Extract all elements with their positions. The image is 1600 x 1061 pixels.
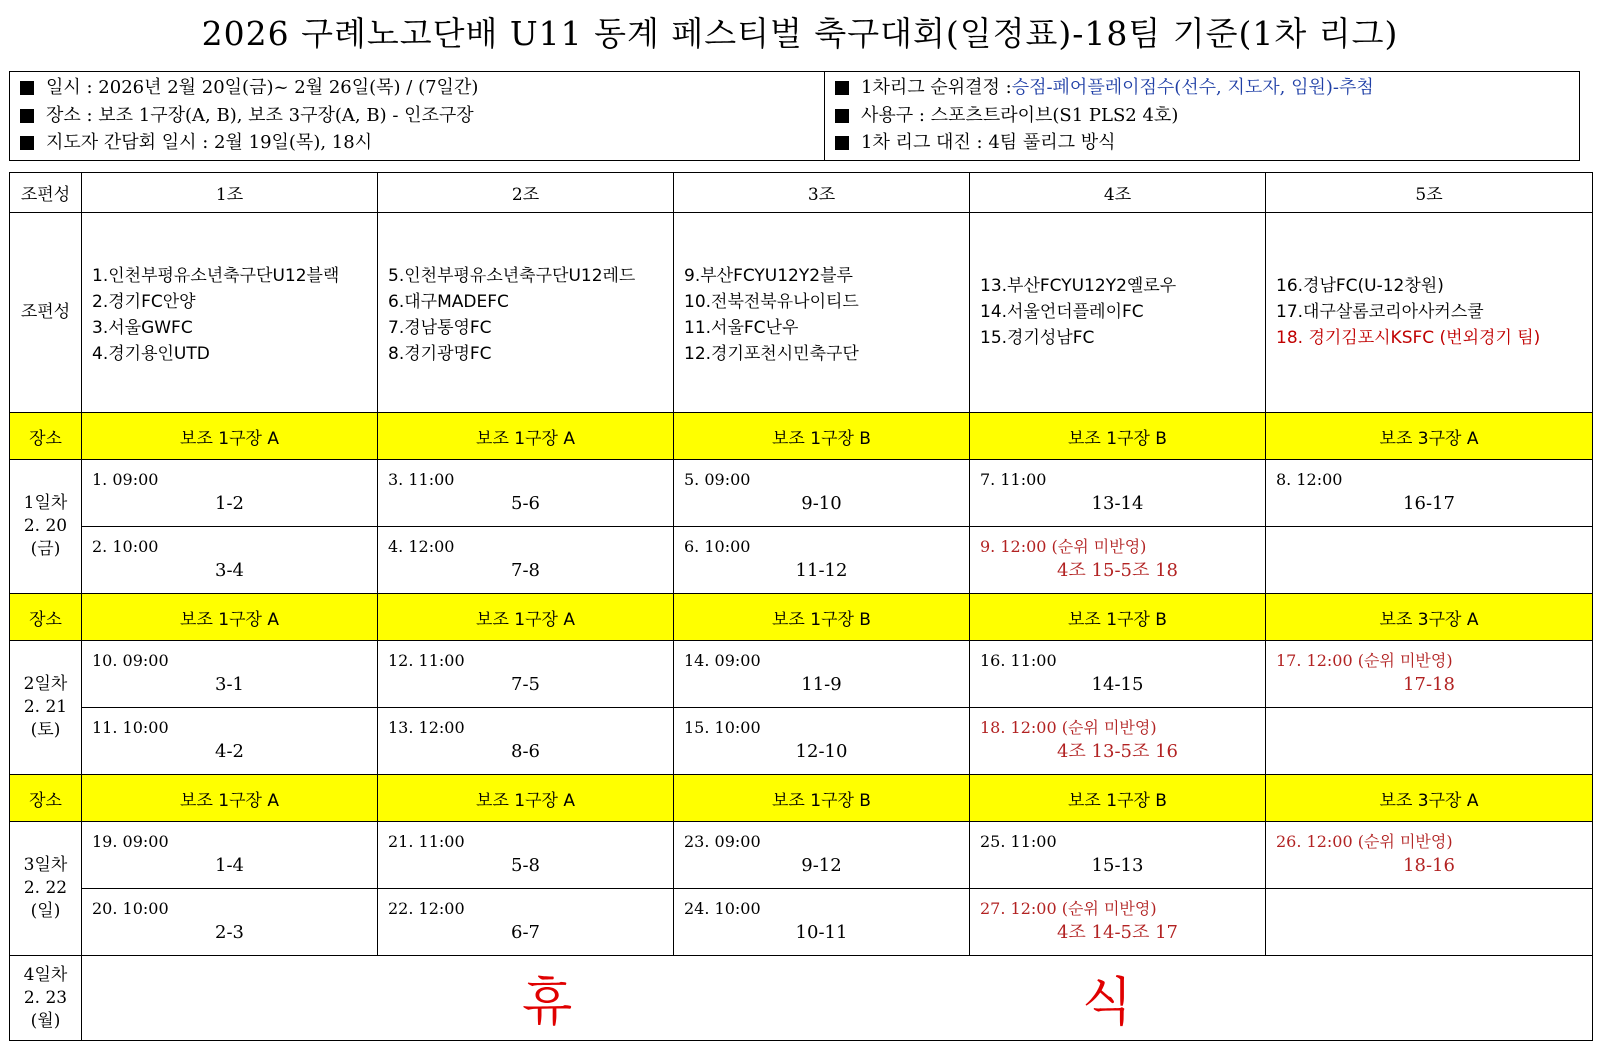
venue-cell: 보조 3구장 A (1266, 594, 1593, 641)
match-pairing: 9-12 (801, 855, 842, 876)
match-pairing: 7-8 (511, 560, 540, 581)
group-4-teams (970, 213, 1266, 413)
match-time: 16. 11:00 (980, 651, 1057, 670)
info-format: 1차 리그 대진 : 4팀 풀리그 방식 (835, 130, 1579, 156)
group-header-row (10, 173, 1593, 213)
day-label (10, 641, 82, 775)
bullet-square-icon (835, 81, 849, 95)
team-item: 6.대구MADEFC (388, 292, 509, 312)
match-pairing: 5-8 (511, 855, 540, 876)
match-pairing: 3-4 (215, 560, 244, 581)
match-time: 2. 10:00 (92, 537, 159, 556)
venue-cell: 보조 1구장 B (970, 413, 1266, 460)
match-cell (82, 822, 378, 889)
match-time: 22. 12:00 (388, 899, 465, 918)
match-cell (82, 527, 378, 594)
venue-cell: 보조 1구장 A (378, 594, 674, 641)
match-row (10, 889, 1593, 956)
match-pairing: 6-7 (511, 922, 540, 943)
match-pairing: 18-16 (1403, 855, 1455, 876)
header-label: 조편성 (10, 173, 82, 213)
match-time: 3. 11:00 (388, 470, 455, 489)
bullet-square-icon (20, 81, 34, 95)
team-lineup-row (10, 213, 1593, 413)
schedule-table (9, 172, 1593, 1041)
match-time: 25. 11:00 (980, 832, 1057, 851)
match-cell (1266, 708, 1593, 775)
match-pairing: 2-3 (215, 922, 244, 943)
match-cell (970, 889, 1266, 956)
venue-cell: 보조 1구장 B (674, 413, 970, 460)
bullet-square-icon (20, 136, 34, 150)
match-time: 10. 09:00 (92, 651, 169, 670)
match-cell (1266, 641, 1593, 708)
team-item: 10.전북전북유나이티드 (684, 292, 859, 312)
group-5-teams (1266, 213, 1593, 413)
venue-cell: 보조 1구장 A (82, 775, 378, 822)
rest-day-row (10, 956, 1593, 1041)
match-row (10, 527, 1593, 594)
day-label-line: 4일차 (23, 964, 68, 985)
group-1-teams (82, 213, 378, 413)
venue-row (10, 594, 1593, 641)
match-cell (970, 460, 1266, 527)
match-cell (82, 460, 378, 527)
match-time: 7. 11:00 (980, 470, 1047, 489)
team-item: 15.경기성남FC (980, 328, 1095, 348)
group-header-1: 1조 (82, 173, 378, 213)
match-pairing: 7-5 (511, 674, 540, 695)
match-cell (1266, 889, 1593, 956)
team-item: 8.경기광명FC (388, 344, 492, 364)
info-date: 일시 : 2026년 2월 20일(금)~ 2월 26일(목) / (7일간) (20, 75, 824, 101)
venue-cell: 보조 1구장 B (674, 775, 970, 822)
match-pairing: 1-2 (215, 493, 244, 514)
match-cell (674, 641, 970, 708)
match-time: 8. 12:00 (1276, 470, 1343, 489)
team-item: 4.경기용인UTD (92, 344, 210, 364)
venue-cell: 보조 1구장 A (82, 413, 378, 460)
day-label-line: 2. 20 (23, 516, 68, 536)
venue-cell: 보조 1구장 A (82, 594, 378, 641)
match-pairing: 13-14 (1091, 493, 1144, 514)
day-label (10, 956, 82, 1041)
day-label-line: 2. 23 (23, 987, 68, 1008)
match-time: 11. 10:00 (92, 718, 169, 737)
info-ball: 사용구 : 스포츠트라이브(S1 PLS2 4호) (835, 103, 1579, 129)
match-pairing: 10-11 (795, 922, 848, 943)
venue-cell: 보조 3구장 A (1266, 775, 1593, 822)
day-label-line: 2. 21 (23, 697, 68, 717)
venue-label: 장소 (10, 413, 82, 460)
venue-cell: 보조 3구장 A (1266, 413, 1593, 460)
match-pairing: 17-18 (1403, 674, 1455, 695)
info-venue: 장소 : 보조 1구장(A, B), 보조 3구장(A, B) - 인조구장 (20, 103, 824, 129)
match-row (10, 822, 1593, 889)
match-pairing: 16-17 (1403, 493, 1455, 514)
match-cell (674, 889, 970, 956)
match-row (10, 641, 1593, 708)
match-pairing: 12-10 (795, 741, 848, 762)
match-row (10, 708, 1593, 775)
venue-cell: 보조 1구장 B (970, 775, 1266, 822)
day-label-line: (일) (30, 901, 61, 921)
match-time: 14. 09:00 (684, 651, 761, 670)
match-time: 4. 12:00 (388, 537, 455, 556)
group-header-4: 4조 (970, 173, 1266, 213)
match-pairing: 15-13 (1091, 855, 1144, 876)
match-time: 18. 12:00 (순위 미반영) (980, 718, 1157, 737)
match-time: 21. 11:00 (388, 832, 465, 851)
match-cell (378, 889, 674, 956)
venue-row (10, 775, 1593, 822)
match-cell (82, 708, 378, 775)
match-pairing: 14-15 (1091, 674, 1144, 695)
match-time: 20. 10:00 (92, 899, 169, 918)
group-header-5: 5조 (1266, 173, 1593, 213)
match-time: 1. 09:00 (92, 470, 159, 489)
match-pairing: 11-12 (795, 560, 848, 581)
day-label-line: (토) (30, 720, 61, 740)
team-item: 1.인천부평유소년축구단U12블랙 (92, 266, 340, 286)
match-time: 24. 10:00 (684, 899, 761, 918)
match-row (10, 460, 1593, 527)
team-item: 14.서울언더플레이FC (980, 302, 1144, 322)
team-item: 9.부산FCYU12Y2블루 (684, 266, 853, 286)
team-item: 12.경기포천시민축구단 (684, 344, 859, 364)
match-time: 5. 09:00 (684, 470, 751, 489)
team-item: 2.경기FC안양 (92, 292, 196, 312)
team-item: 13.부산FCYU12Y2옐로우 (980, 276, 1177, 296)
match-pairing: 8-6 (511, 741, 540, 762)
bullet-square-icon (835, 136, 849, 150)
lineup-label: 조편성 (10, 213, 82, 413)
match-time: 6. 10:00 (684, 537, 751, 556)
match-cell (970, 527, 1266, 594)
match-cell (970, 641, 1266, 708)
info-right (825, 72, 1579, 160)
day-label-line: 1일차 (23, 493, 68, 513)
group-2-teams (378, 213, 674, 413)
rest-text-2: 식 (1082, 973, 1133, 1033)
match-pairing: 4-2 (215, 741, 244, 762)
info-box (9, 71, 1580, 161)
match-cell (674, 708, 970, 775)
match-cell (378, 822, 674, 889)
day-label (10, 460, 82, 594)
bullet-square-icon (835, 109, 849, 123)
team-item: 17.대구살롬코리아사커스쿨 (1276, 302, 1484, 322)
match-time: 23. 09:00 (684, 832, 761, 851)
match-pairing: 4조 14-5조 17 (1056, 922, 1178, 943)
group-3-teams (674, 213, 970, 413)
match-pairing: 1-4 (215, 855, 244, 876)
match-cell (970, 822, 1266, 889)
day-label-line: 2. 22 (23, 878, 68, 898)
venue-label: 장소 (10, 594, 82, 641)
match-cell (674, 527, 970, 594)
day-label-line: 3일차 (23, 855, 68, 875)
rest-text-1: 휴 (522, 973, 573, 1033)
match-cell (82, 889, 378, 956)
match-time: 17. 12:00 (순위 미반영) (1276, 651, 1453, 670)
team-item-exhibition: 18. 경기김포시KSFC (번외경기 팀) (1276, 328, 1541, 348)
page-title: 2026 구례노고단배 U11 동계 페스티벌 축구대회(일정표)-18팀 기준(1차 리그) (201, 14, 1399, 53)
match-pairing: 4조 13-5조 16 (1056, 741, 1178, 762)
match-cell (378, 460, 674, 527)
match-time: 9. 12:00 (순위 미반영) (980, 537, 1147, 556)
match-time: 19. 09:00 (92, 832, 169, 851)
team-item: 5.인천부평유소년축구단U12레드 (388, 266, 636, 286)
group-header-3: 3조 (674, 173, 970, 213)
group-header-2: 2조 (378, 173, 674, 213)
match-cell (674, 460, 970, 527)
bullet-square-icon (20, 109, 34, 123)
match-time: 15. 10:00 (684, 718, 761, 737)
team-item: 7.경남통영FC (388, 318, 492, 338)
match-cell (970, 708, 1266, 775)
match-pairing: 3-1 (215, 674, 244, 695)
match-cell (1266, 460, 1593, 527)
match-cell (378, 527, 674, 594)
team-item: 11.서울FC난우 (684, 318, 799, 338)
day-label (10, 822, 82, 956)
day-label-line: (금) (30, 539, 61, 559)
match-pairing: 11-9 (801, 674, 842, 695)
venue-cell: 보조 1구장 A (378, 775, 674, 822)
venue-row (10, 413, 1593, 460)
venue-cell: 보조 1구장 A (378, 413, 674, 460)
match-time: 12. 11:00 (388, 651, 465, 670)
match-pairing: 9-10 (801, 493, 842, 514)
match-pairing: 5-6 (511, 493, 540, 514)
info-ranking: 1차리그 순위결정 : 승점-페어플레이점수(선수, 지도자, 임원)-추첨 (835, 75, 1579, 101)
team-item: 3.서울GWFC (92, 318, 193, 338)
match-cell (378, 641, 674, 708)
match-cell (674, 822, 970, 889)
info-meeting: 지도자 간담회 일시 : 2월 19일(목), 18시 (20, 130, 824, 156)
match-cell (82, 641, 378, 708)
venue-cell: 보조 1구장 B (970, 594, 1266, 641)
match-time: 13. 12:00 (388, 718, 465, 737)
match-cell (378, 708, 674, 775)
match-cell (1266, 527, 1593, 594)
day-label-line: 2일차 (23, 674, 68, 694)
match-pairing: 4조 15-5조 18 (1056, 560, 1178, 581)
match-time: 27. 12:00 (순위 미반영) (980, 899, 1157, 918)
info-left (10, 72, 825, 160)
match-time: 26. 12:00 (순위 미반영) (1276, 832, 1453, 851)
match-cell (1266, 822, 1593, 889)
venue-cell: 보조 1구장 B (674, 594, 970, 641)
rest-day-cell (82, 956, 1593, 1041)
venue-label: 장소 (10, 775, 82, 822)
team-item: 16.경남FC(U-12창원) (1276, 276, 1444, 296)
day-label-line: (월) (30, 1010, 61, 1031)
